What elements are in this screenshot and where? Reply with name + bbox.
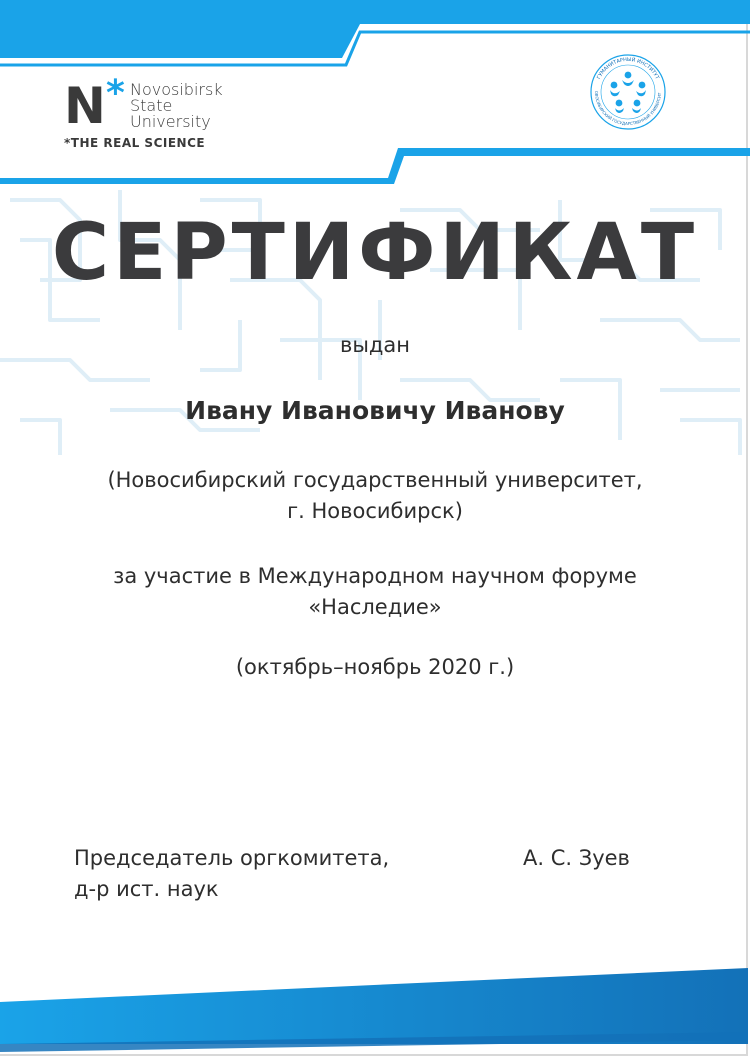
recipient-name: Ивану Ивановичу Иванову xyxy=(185,396,565,425)
issued-text: выдан xyxy=(339,333,411,357)
footer-band xyxy=(0,968,750,1058)
nsu-name-line1: Novosibirsk xyxy=(130,80,223,99)
nsu-name-line2: State xyxy=(130,96,173,115)
certificate-title: СЕРТИФИКАТ xyxy=(51,208,699,298)
nsu-name-line3: University xyxy=(130,112,211,131)
affiliation-line1: (Новосибирский государственный университет, xyxy=(107,468,643,492)
signatory-name: А. С. Зуев xyxy=(523,846,630,870)
nsu-logo-name xyxy=(130,82,223,130)
nsu-logo-letter: N xyxy=(64,77,105,135)
reason-line1: за участие в Международном научном форуме xyxy=(113,564,637,588)
svg-text:ГУМАНИТАРНЫЙ ИНСТИТУТ: ГУМАНИТАРНЫЙ ИНСТИТУТ xyxy=(596,56,660,81)
signatory-position-line1: Председатель оргкомитета, xyxy=(74,846,390,870)
institute-logo xyxy=(589,53,667,131)
nsu-logo xyxy=(64,73,254,152)
nsu-tagline: *THE REAL SCIENCE xyxy=(64,136,206,150)
signatory-position-line2: д-р ист. наук xyxy=(74,877,219,901)
nsu-logo-star: * xyxy=(106,73,125,114)
affiliation-line2: г. Новосибирск) xyxy=(287,499,463,523)
svg-text:НОВОСИБИРСКИЙ ГОСУДАРСТВЕННЫЙ: ОВОСИБИРСКИЙ ГОСУДАРСТВЕННЫЙ УНИВЕРСИТ xyxy=(593,90,663,127)
nsu-tagline-text: THE REAL SCIENCE xyxy=(70,136,206,150)
period-text: (октябрь–ноябрь 2020 г.) xyxy=(235,655,515,679)
reason-line2: «Наследие» xyxy=(308,595,442,619)
signatory-position xyxy=(74,843,389,905)
